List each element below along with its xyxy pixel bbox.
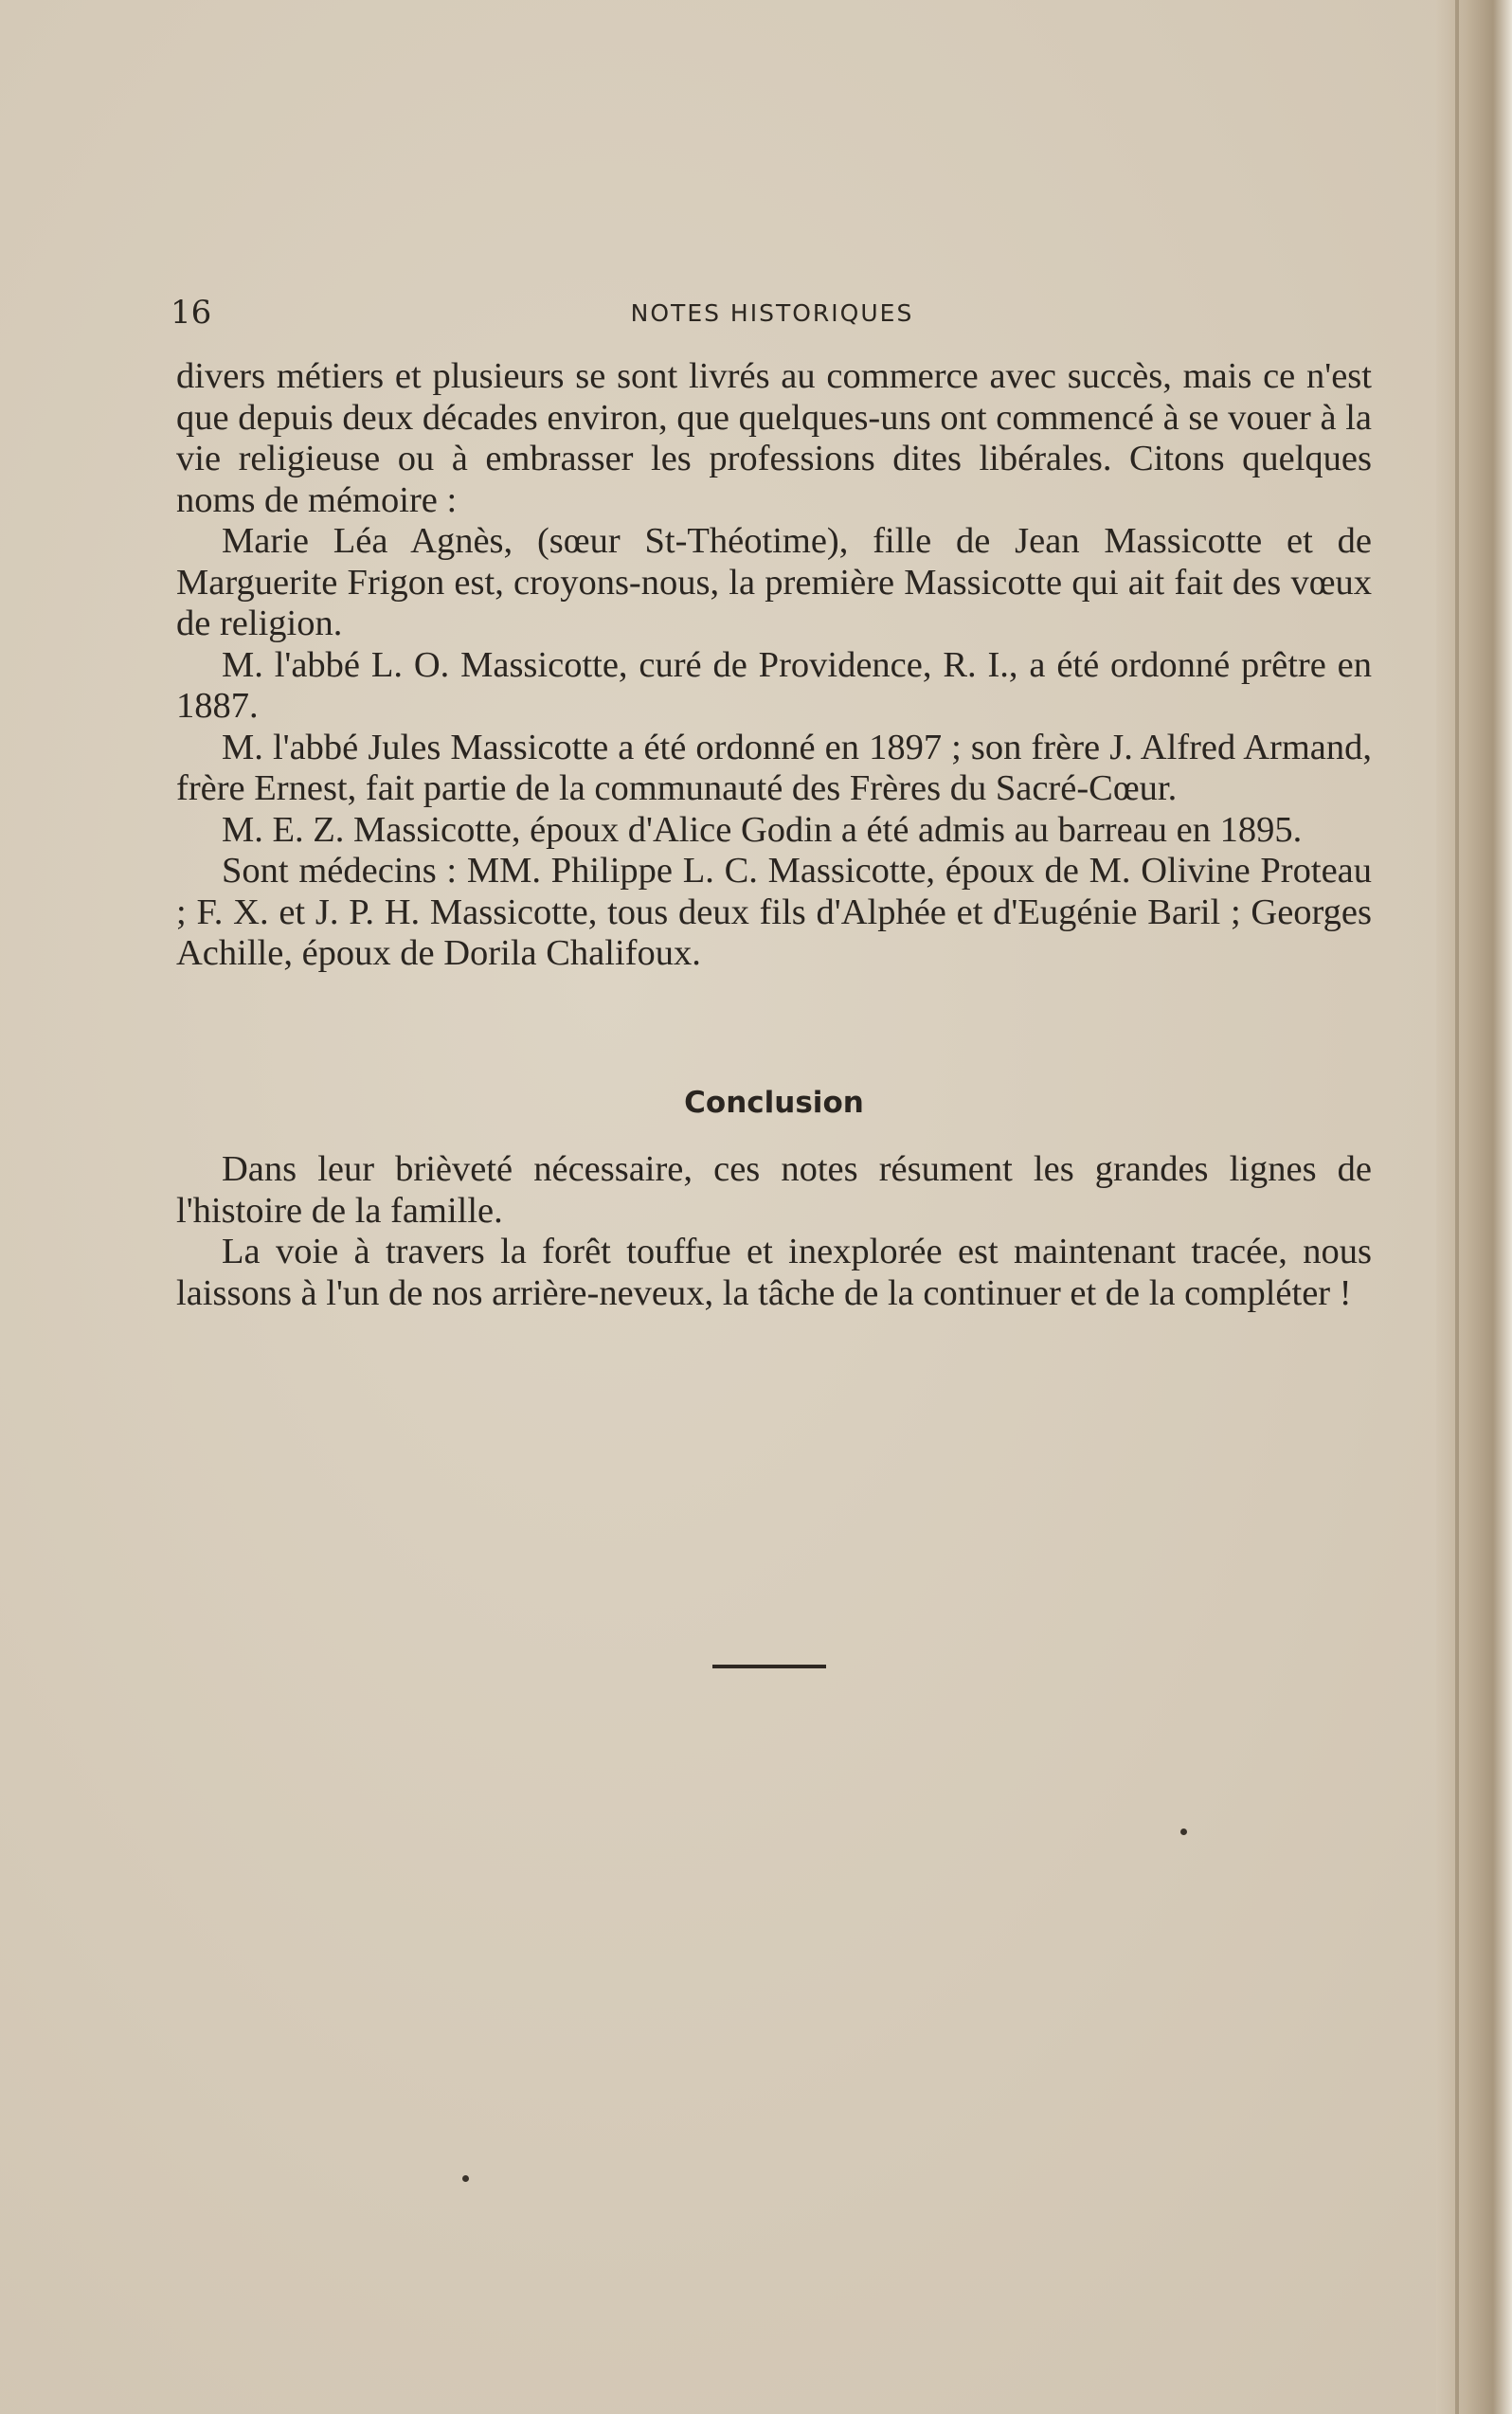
end-rule: [712, 1665, 826, 1668]
paragraph: La voie à travers la forêt touffue et inexplorée est maintenant tracée, nous laissons à l'un de nos arrière-neveux, la tâche de la continuer et de la compléter !: [176, 1232, 1372, 1313]
running-title: NOTES HISTORIQUES: [630, 299, 914, 327]
paragraph: M. l'abbé Jules Massicotte a été ordonné en 1897 ; son frère J. Alfred Armand, frère Ernest, fait partie de la communauté des Frères du Sacré-Cœur.: [176, 727, 1372, 808]
paper-speck: [1180, 1829, 1187, 1835]
page-edge-line: [1455, 0, 1459, 2414]
paragraph: Marie Léa Agnès, (sœur St-Théotime), fille de Jean Massicotte et de Marguerite Frigon est, croyons-nous, la première Massicotte qui ait fait des vœux de religion.: [176, 521, 1372, 643]
section-heading: Conclusion: [684, 1086, 864, 1120]
paragraph: divers métiers et plusieurs se sont livrés au commerce avec succès, mais ce n'est que depuis deux décades environ, que quelques-uns ont commencé à se vouer à la vie religieuse ou à embrasser les professions dites libérales. Citons quelques noms de mémoire :: [176, 356, 1372, 520]
page-number: 16: [171, 294, 212, 332]
paragraph: Dans leur brièveté nécessaire, ces notes résument les grandes lignes de l'histoire de la famille.: [176, 1149, 1372, 1231]
conclusion-text: [176, 1149, 1372, 1314]
paragraph: Sont médecins : MM. Philippe L. C. Massicotte, époux de M. Olivine Proteau ; F. X. et J. P. H. Massicotte, tous deux fils d'Alphée et d'Eugénie Baril ; Georges Achille, époux de Dorila Chalifoux.: [176, 851, 1372, 973]
paper-speck: [462, 2175, 469, 2182]
page-header: [171, 294, 1374, 341]
page-edge-shadow: [1436, 0, 1512, 2414]
paragraph: M. E. Z. Massicotte, époux d'Alice Godin a été admis au barreau en 1895.: [222, 809, 1303, 850]
body-text: [176, 356, 1372, 975]
paragraph: M. l'abbé L. O. Massicotte, curé de Providence, R. I., a été ordonné prêtre en 1887.: [176, 644, 1372, 726]
